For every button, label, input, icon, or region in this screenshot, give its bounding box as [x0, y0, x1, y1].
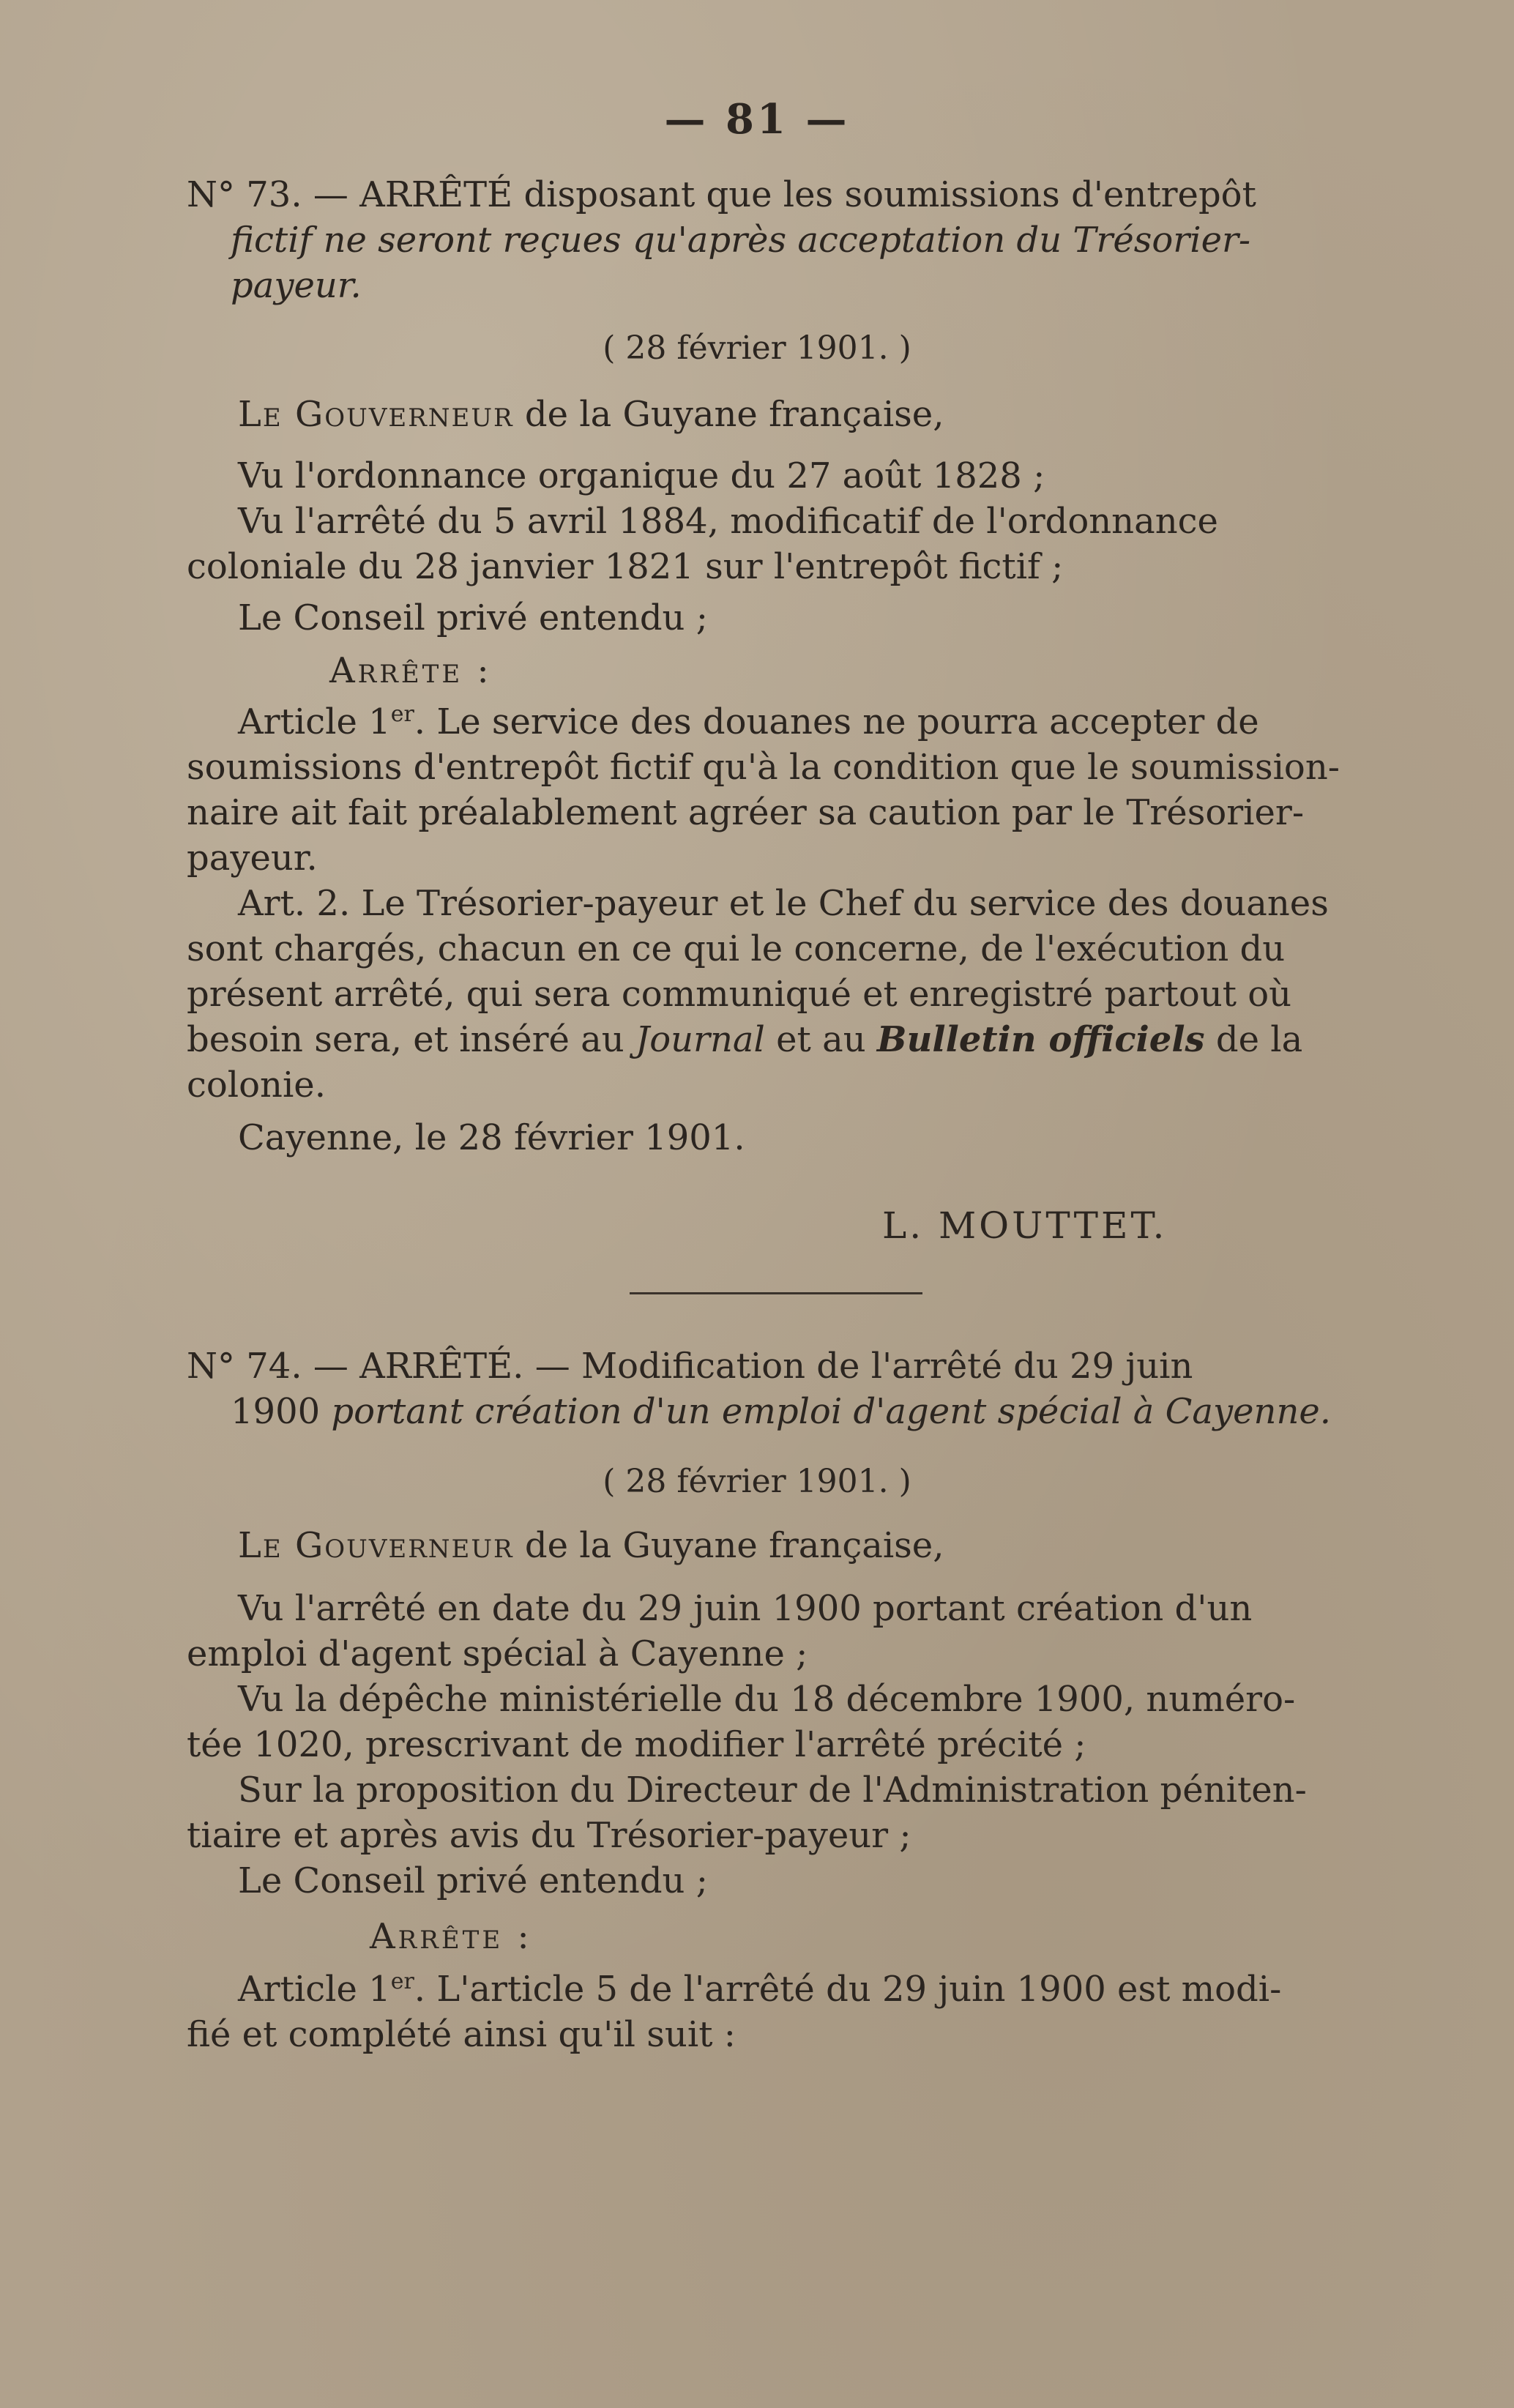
decree-73-body: [187, 392, 1380, 1160]
decree-74-vu-2-line-1: Vu la dépêche ministérielle du 18 décembre 1900, numéro-: [238, 1679, 1296, 1720]
decree-73-article-2-line-3: présent arrêté, qui sera communiqué et enregistré partout où: [187, 974, 1292, 1015]
decree-74-heading: N° 74. — ARRÊTÉ. — Modification de l'arrêté du 29 juin 1900 portant création d'un emploi d'agent spécial à Cayenne.: [187, 1343, 1380, 1434]
decree-74-article-1-line-1: Article 1er. L'article 5 de l'arrêté du 29 juin 1900 est modi-: [238, 1969, 1282, 2010]
decree-74-body: [187, 1523, 1380, 2057]
decree-74-article-1-line-2: fié et complété ainsi qu'il suit :: [187, 2014, 736, 2055]
decree-73-vu-2-line-2: coloniale du 28 janvier 1821 sur l'entrepôt fictif ;: [187, 546, 1064, 587]
decree-74-conseil: Le Conseil privé entendu ;: [238, 1860, 708, 1901]
decree-73-article-1-line-1: Article 1er. Le service des douanes ne pourra accepter de: [238, 701, 1259, 742]
page-number: — 81 —: [664, 95, 850, 143]
decree-74-arrete-label: Arrête :: [370, 1916, 532, 1957]
decree-73-date: ( 28 février 1901. ): [603, 329, 911, 367]
journal-ref: Journal: [635, 1019, 765, 1060]
decree-73-governor: Le Gouverneur de la Guyane française,: [238, 394, 944, 435]
decree-73-article-1-line-3: naire ait fait préalablement agréer sa caution par le Trésorier-: [187, 792, 1305, 833]
decree-73-conseil: Le Conseil privé entendu ;: [238, 597, 708, 638]
decree-73-desc-2: fictif ne seront reçues qu'après acceptation du Trésorier-: [231, 220, 1251, 261]
decree-74-vu-1-line-2: emploi d'agent spécial à Cayenne ;: [187, 1633, 808, 1674]
decree-74-date: ( 28 février 1901. ): [603, 1463, 911, 1500]
decree-73-article-2-line-4: besoin sera, et inséré au Journal et au Bulletin officiels de la: [187, 1019, 1303, 1060]
decree-73-article-1-line-4: payeur.: [187, 838, 318, 879]
decree-73-arrete-label: Arrête :: [329, 650, 492, 691]
decree-73-heading: [187, 172, 1380, 308]
decree-73-signature: L. MOUTTET.: [882, 1204, 1168, 1247]
decree-74-vu-1-line-1: Vu l'arrêté en date du 29 juin 1900 portant création d'un: [238, 1588, 1253, 1629]
decree-74-kind: ARRÊTÉ.: [359, 1346, 524, 1387]
decree-73-desc-3: payeur.: [231, 265, 362, 306]
section-divider: [630, 1292, 922, 1294]
decree-73-article-2-line-2: sont chargés, chacun en ce qui le concerne, de l'exécution du: [187, 928, 1286, 969]
decree-74-desc-1: Modification de l'arrêté du 29 juin: [581, 1346, 1193, 1387]
decree-73-kind: ARRÊTÉ: [359, 174, 513, 215]
decree-73-desc-1: disposant que les soumissions d'entrepôt: [523, 174, 1256, 215]
decree-73-vu-2-line-1: Vu l'arrêté du 5 avril 1884, modificatif de l'ordonnance: [238, 501, 1218, 542]
decree-74-sur-line-2: tiaire et après avis du Trésorier-payeur ;: [187, 1815, 911, 1856]
decree-74-number: N° 74. —: [187, 1346, 348, 1387]
decree-73-article-1-line-2: soumissions d'entrepôt fictif qu'à la condition que le soumission-: [187, 747, 1340, 788]
decree-74-governor: Le Gouverneur de la Guyane française,: [238, 1525, 944, 1566]
decree-74-desc-2: 1900 portant création d'un emploi d'agent spécial à Cayenne.: [231, 1391, 1332, 1432]
bulletin-ref: Bulletin officiels: [876, 1019, 1205, 1060]
decree-73-article-2-line-1: Art. 2. Le Trésorier-payeur et le Chef du service des douanes: [238, 883, 1329, 924]
decree-73-place-date: Cayenne, le 28 février 1901.: [238, 1117, 745, 1158]
decree-73-article-2-line-5: colonie.: [187, 1065, 326, 1106]
decree-73-number: N° 73. —: [187, 174, 348, 215]
decree-74-vu-2-line-2: tée 1020, prescrivant de modifier l'arrêté précité ;: [187, 1724, 1086, 1765]
decree-73-vu-1: Vu l'ordonnance organique du 27 août 1828 ;: [238, 455, 1045, 496]
decree-74-sur-line-1: Sur la proposition du Directeur de l'Administration péniten-: [238, 1770, 1307, 1811]
